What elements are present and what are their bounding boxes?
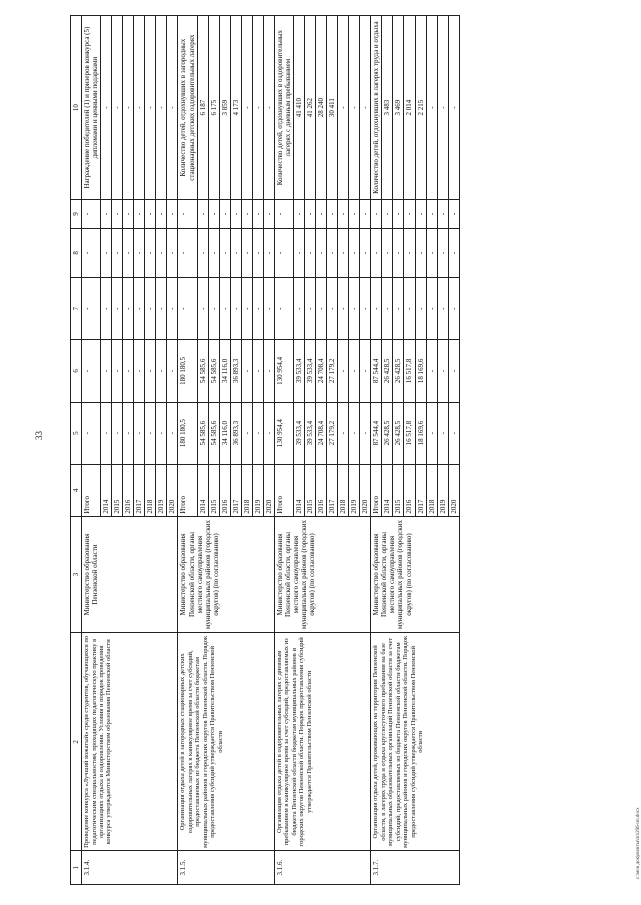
- cell-dash: -: [382, 200, 393, 229]
- funding-value: -: [156, 402, 167, 464]
- cell-dash: -: [230, 200, 241, 229]
- cell-dash: -: [426, 278, 437, 340]
- cell-dash: -: [263, 228, 274, 277]
- indicator-value: 3 469: [393, 16, 404, 200]
- regional-value: 16 517,8: [404, 340, 415, 402]
- cell-dash: -: [263, 200, 274, 229]
- regional-value: 36 893,3: [230, 340, 241, 402]
- cell-dash: -: [437, 200, 448, 229]
- cell-dash: -: [316, 200, 327, 229]
- cell-dash: -: [393, 228, 404, 277]
- cell-dash: -: [263, 278, 274, 340]
- funding-value: -: [134, 402, 145, 464]
- funding-value: -: [112, 402, 123, 464]
- regional-value: -: [426, 340, 437, 402]
- year-label: 2019: [349, 464, 360, 516]
- cell-dash: -: [167, 278, 178, 340]
- table-row: [178, 16, 197, 885]
- cell-dash: -: [208, 278, 219, 340]
- cell-dash: -: [230, 278, 241, 340]
- total-funding: 87 544,4: [371, 402, 382, 464]
- cell-dash: -: [219, 278, 230, 340]
- year-label: 2019: [252, 464, 263, 516]
- total-funding: -: [82, 402, 101, 464]
- indicator-name: Количество детей, отдохнувших в загородных стационарных детских оздоровительных лагерях: [178, 16, 197, 200]
- total-label: Итого: [82, 464, 101, 516]
- cell-dash: -: [112, 200, 123, 229]
- year-label: 2018: [426, 464, 437, 516]
- indicator-value: 30 411: [327, 16, 338, 200]
- cell-dash: -: [208, 228, 219, 277]
- regional-value: 54 585,6: [208, 340, 219, 402]
- regional-value: -: [241, 340, 252, 402]
- regional-value: -: [167, 340, 178, 402]
- cell-dash: -: [293, 200, 304, 229]
- table-body: [82, 16, 460, 885]
- row-number: 3.1.6.: [274, 851, 370, 885]
- column-header: 6: [71, 340, 82, 402]
- cell-dash: -: [197, 278, 208, 340]
- cell-dash: -: [156, 278, 167, 340]
- column-header: 5: [71, 402, 82, 464]
- year-label: 2014: [293, 464, 304, 516]
- funding-value: 39 533,4: [305, 402, 316, 464]
- funding-value: 54 585,6: [197, 402, 208, 464]
- year-label: 2019: [156, 464, 167, 516]
- cell-dash: -: [241, 200, 252, 229]
- cell-dash: -: [316, 278, 327, 340]
- cell-dash: -: [178, 228, 197, 277]
- column-header: 1: [71, 851, 82, 885]
- column-header: 8: [71, 228, 82, 277]
- cell-dash: -: [252, 278, 263, 340]
- table-row: [274, 16, 293, 885]
- total-regional: 130 954,4: [274, 340, 293, 402]
- funding-value: 34 116,0: [219, 402, 230, 464]
- year-label: 2015: [305, 464, 316, 516]
- cell-dash: -: [293, 228, 304, 277]
- cell-dash: -: [404, 278, 415, 340]
- total-funding: 130 954,4: [274, 402, 293, 464]
- indicator-value: 41 410: [293, 16, 304, 200]
- indicator-value: -: [426, 16, 437, 200]
- total-label: Итого: [274, 464, 293, 516]
- cell-dash: -: [327, 200, 338, 229]
- cell-dash: -: [252, 228, 263, 277]
- cell-dash: -: [241, 278, 252, 340]
- cell-dash: -: [338, 200, 349, 229]
- cell-dash: -: [252, 200, 263, 229]
- regional-value: -: [156, 340, 167, 402]
- cell-dash: -: [101, 200, 112, 229]
- cell-dash: -: [404, 200, 415, 229]
- row-number: 3.1.4.: [82, 851, 178, 885]
- cell-dash: -: [437, 278, 448, 340]
- footer-path: c:\мои документы\пп\296-пп.docx: [636, 807, 641, 879]
- row-number: 3.1.5.: [178, 851, 274, 885]
- indicator-value: 6 187: [197, 16, 208, 200]
- header-row: [71, 16, 82, 885]
- regional-value: -: [112, 340, 123, 402]
- year-label: 2019: [437, 464, 448, 516]
- cell-dash: -: [371, 200, 382, 229]
- year-label: 2017: [415, 464, 426, 516]
- cell-dash: -: [371, 228, 382, 277]
- cell-dash: -: [112, 278, 123, 340]
- regional-value: -: [263, 340, 274, 402]
- indicator-value: 28 240: [316, 16, 327, 200]
- cell-dash: -: [349, 278, 360, 340]
- regional-value: -: [252, 340, 263, 402]
- column-header: 9: [71, 200, 82, 229]
- cell-dash: -: [293, 278, 304, 340]
- funding-value: -: [426, 402, 437, 464]
- regional-value: -: [134, 340, 145, 402]
- cell-dash: -: [415, 228, 426, 277]
- indicator-value: -: [167, 16, 178, 200]
- year-label: 2017: [230, 464, 241, 516]
- regional-value: 39 533,4: [293, 340, 304, 402]
- indicator-value: -: [360, 16, 371, 200]
- regional-value: 26 428,5: [393, 340, 404, 402]
- rotated-page: [70, 15, 641, 885]
- column-header: 2: [71, 633, 82, 851]
- year-label: 2018: [338, 464, 349, 516]
- cell-dash: -: [448, 228, 459, 277]
- cell-dash: -: [178, 200, 197, 229]
- column-header: 3: [71, 516, 82, 633]
- year-label: 2016: [316, 464, 327, 516]
- cell-dash: -: [404, 228, 415, 277]
- year-label: 2017: [327, 464, 338, 516]
- cell-dash: -: [112, 228, 123, 277]
- cell-dash: -: [349, 200, 360, 229]
- cell-dash: -: [274, 228, 293, 277]
- cell-dash: -: [415, 278, 426, 340]
- year-label: 2018: [145, 464, 156, 516]
- year-label: 2014: [382, 464, 393, 516]
- year-label: 2014: [101, 464, 112, 516]
- funding-value: 27 179,2: [327, 402, 338, 464]
- cell-dash: -: [393, 278, 404, 340]
- activity-description: Организация отдыха детей в оздоровительных лагерях с дневным пребыванием в каникулярное время за счет субсидий, предоставляемых из бюджета Пензенской области бюджетам муниципальных районов и городских округов Пензенской области. Порядок предоставления субсидий утверждается Правительством Пензенской области: [274, 633, 370, 851]
- cell-dash: -: [167, 228, 178, 277]
- indicator-value: -: [252, 16, 263, 200]
- cell-dash: -: [274, 278, 293, 340]
- cell-dash: -: [448, 278, 459, 340]
- cell-dash: -: [305, 278, 316, 340]
- cell-dash: -: [82, 228, 101, 277]
- indicator-value: -: [263, 16, 274, 200]
- cell-dash: -: [156, 200, 167, 229]
- cell-dash: -: [167, 200, 178, 229]
- cell-dash: -: [82, 278, 101, 340]
- regional-value: 54 585,6: [197, 340, 208, 402]
- cell-dash: -: [134, 200, 145, 229]
- funding-value: -: [349, 402, 360, 464]
- funding-value: 18 169,6: [415, 402, 426, 464]
- regional-value: -: [338, 340, 349, 402]
- cell-dash: -: [349, 228, 360, 277]
- year-label: 2016: [219, 464, 230, 516]
- executor: Министерство образования Пензенской области, органы местного самоуправления муниципальных районов (городских округов) (по согласованию): [178, 516, 274, 633]
- funding-value: 26 428,5: [393, 402, 404, 464]
- total-label: Итого: [371, 464, 382, 516]
- cell-dash: -: [371, 278, 382, 340]
- indicator-value: -: [448, 16, 459, 200]
- cell-dash: -: [360, 200, 371, 229]
- year-label: 2020: [360, 464, 371, 516]
- indicator-value: 4 173: [230, 16, 241, 200]
- cell-dash: -: [415, 200, 426, 229]
- indicator-value: 3 859: [219, 16, 230, 200]
- regional-value: -: [349, 340, 360, 402]
- regional-value: -: [448, 340, 459, 402]
- year-label: 2014: [197, 464, 208, 516]
- indicator-value: 2 014: [404, 16, 415, 200]
- funding-value: -: [101, 402, 112, 464]
- cell-dash: -: [208, 200, 219, 229]
- cell-dash: -: [241, 228, 252, 277]
- cell-dash: -: [145, 200, 156, 229]
- executor: Министерство образования Пензенской области: [82, 516, 178, 633]
- regional-value: -: [437, 340, 448, 402]
- activity-description: Проведение конкурса «Лучший вожатый» среди студентов, обучающихся по педагогическим специальностям, проходящих педагогическую практику в организациях отдыха и оздоровления. Условия и порядок проведения конкурса утверждаются Министерством образования Пензенской области: [82, 633, 178, 851]
- funding-value: -: [360, 402, 371, 464]
- funding-value: 16 517,8: [404, 402, 415, 464]
- row-number: 3.1.7.: [371, 851, 459, 885]
- indicator-value: -: [156, 16, 167, 200]
- program-table: [70, 15, 460, 885]
- cell-dash: -: [393, 200, 404, 229]
- cell-dash: -: [382, 278, 393, 340]
- funding-value: 39 533,4: [293, 402, 304, 464]
- year-label: 2017: [134, 464, 145, 516]
- cell-dash: -: [101, 228, 112, 277]
- cell-dash: -: [123, 200, 134, 229]
- cell-dash: -: [274, 200, 293, 229]
- cell-dash: -: [123, 228, 134, 277]
- executor: Министерство образования Пензенской области, органы местного самоуправления муниципальных районов (городских округов) (по согласованию): [371, 516, 459, 633]
- regional-value: 18 169,6: [415, 340, 426, 402]
- funding-value: -: [252, 402, 263, 464]
- activity-description: Организация отдыха детей в загородных стационарных детских оздоровительных лагерях в каникулярное время за счет субсидий, предоставляемых из бюджета Пензенской области бюджетам муниципальных районов и городских округов Пензенской области. Порядок предоставления субсидий утверждается Правительством Пензенской области: [178, 633, 274, 851]
- cell-dash: -: [101, 278, 112, 340]
- regional-value: 39 533,4: [305, 340, 316, 402]
- executor: Министерство образования Пензенской области, органы местного самоуправления муниципальных районов (городских округов) (по согласованию): [274, 516, 370, 633]
- total-label: Итого: [178, 464, 197, 516]
- funding-value: -: [123, 402, 134, 464]
- year-label: 2016: [404, 464, 415, 516]
- cell-dash: -: [338, 278, 349, 340]
- cell-dash: -: [327, 278, 338, 340]
- cell-dash: -: [134, 278, 145, 340]
- column-header: 4: [71, 464, 82, 516]
- total-funding: 180 180,5: [178, 402, 197, 464]
- cell-dash: -: [82, 200, 101, 229]
- cell-dash: -: [178, 278, 197, 340]
- indicator-value: -: [338, 16, 349, 200]
- regional-value: -: [123, 340, 134, 402]
- indicator-value: -: [112, 16, 123, 200]
- cell-dash: -: [219, 200, 230, 229]
- year-label: 2015: [208, 464, 219, 516]
- activity-description: Организация отдыха детей, проживающих на территории Пензенской области, в лагерях труда и отдыха круглосуточного пребывания на базе муниципальных образовательных организаций Пензенской области за счет субсидий, предоставляемых из бюджета Пензенской области бюджетам муниципальных районов и городских округов Пензенской области. Порядок предоставления субсидий утверждается Правительством Пензенской области: [371, 633, 459, 851]
- funding-value: -: [263, 402, 274, 464]
- regional-value: -: [360, 340, 371, 402]
- indicator-name: Награждение победителей (1) и призеров конкурса (5) дипломами и ценными подарками: [82, 16, 101, 200]
- cell-dash: -: [305, 228, 316, 277]
- table-row: [371, 16, 382, 885]
- indicator-name: Количество детей, отдохнувших в оздоровительных лагерях с дневным пребыванием: [274, 16, 293, 200]
- cell-dash: -: [219, 228, 230, 277]
- funding-value: -: [241, 402, 252, 464]
- indicator-value: 2 215: [415, 16, 426, 200]
- year-label: 2015: [112, 464, 123, 516]
- cell-dash: -: [197, 200, 208, 229]
- year-label: 2015: [393, 464, 404, 516]
- cell-dash: -: [123, 278, 134, 340]
- regional-value: 34 116,0: [219, 340, 230, 402]
- cell-dash: -: [327, 228, 338, 277]
- indicator-value: -: [437, 16, 448, 200]
- regional-value: 27 179,2: [327, 340, 338, 402]
- funding-value: -: [145, 402, 156, 464]
- indicator-value: -: [145, 16, 156, 200]
- funding-value: 26 428,5: [382, 402, 393, 464]
- cell-dash: -: [382, 228, 393, 277]
- indicator-value: 6 175: [208, 16, 219, 200]
- cell-dash: -: [145, 228, 156, 277]
- total-regional: 87 544,4: [371, 340, 382, 402]
- year-label: 2018: [241, 464, 252, 516]
- regional-value: 26 428,5: [382, 340, 393, 402]
- year-label: 2016: [123, 464, 134, 516]
- cell-dash: -: [156, 228, 167, 277]
- cell-dash: -: [338, 228, 349, 277]
- cell-dash: -: [305, 200, 316, 229]
- funding-value: -: [167, 402, 178, 464]
- column-header: 10: [71, 16, 82, 200]
- total-regional: 180 180,5: [178, 340, 197, 402]
- cell-dash: -: [197, 228, 208, 277]
- regional-value: -: [145, 340, 156, 402]
- funding-value: -: [437, 402, 448, 464]
- cell-dash: -: [437, 228, 448, 277]
- cell-dash: -: [426, 228, 437, 277]
- page-number: 33: [34, 431, 44, 440]
- indicator-name: Количество детей, отдохнувших в лагерях труда и отдыха: [371, 16, 382, 200]
- cell-dash: -: [134, 228, 145, 277]
- cell-dash: -: [360, 228, 371, 277]
- column-header: 7: [71, 278, 82, 340]
- cell-dash: -: [426, 200, 437, 229]
- year-label: 2020: [448, 464, 459, 516]
- table-row: [82, 16, 101, 885]
- indicator-value: -: [241, 16, 252, 200]
- regional-value: 24 708,4: [316, 340, 327, 402]
- cell-dash: -: [230, 228, 241, 277]
- indicator-value: -: [134, 16, 145, 200]
- funding-value: 54 585,6: [208, 402, 219, 464]
- funding-value: -: [338, 402, 349, 464]
- indicator-value: -: [101, 16, 112, 200]
- funding-value: 24 708,4: [316, 402, 327, 464]
- indicator-value: -: [349, 16, 360, 200]
- indicator-value: 3 483: [382, 16, 393, 200]
- indicator-value: -: [123, 16, 134, 200]
- regional-value: -: [101, 340, 112, 402]
- indicator-value: 41 262: [305, 16, 316, 200]
- cell-dash: -: [448, 200, 459, 229]
- year-label: 2020: [263, 464, 274, 516]
- cell-dash: -: [316, 228, 327, 277]
- funding-value: -: [448, 402, 459, 464]
- funding-value: 36 893,3: [230, 402, 241, 464]
- year-label: 2020: [167, 464, 178, 516]
- cell-dash: -: [145, 278, 156, 340]
- total-regional: -: [82, 340, 101, 402]
- cell-dash: -: [360, 278, 371, 340]
